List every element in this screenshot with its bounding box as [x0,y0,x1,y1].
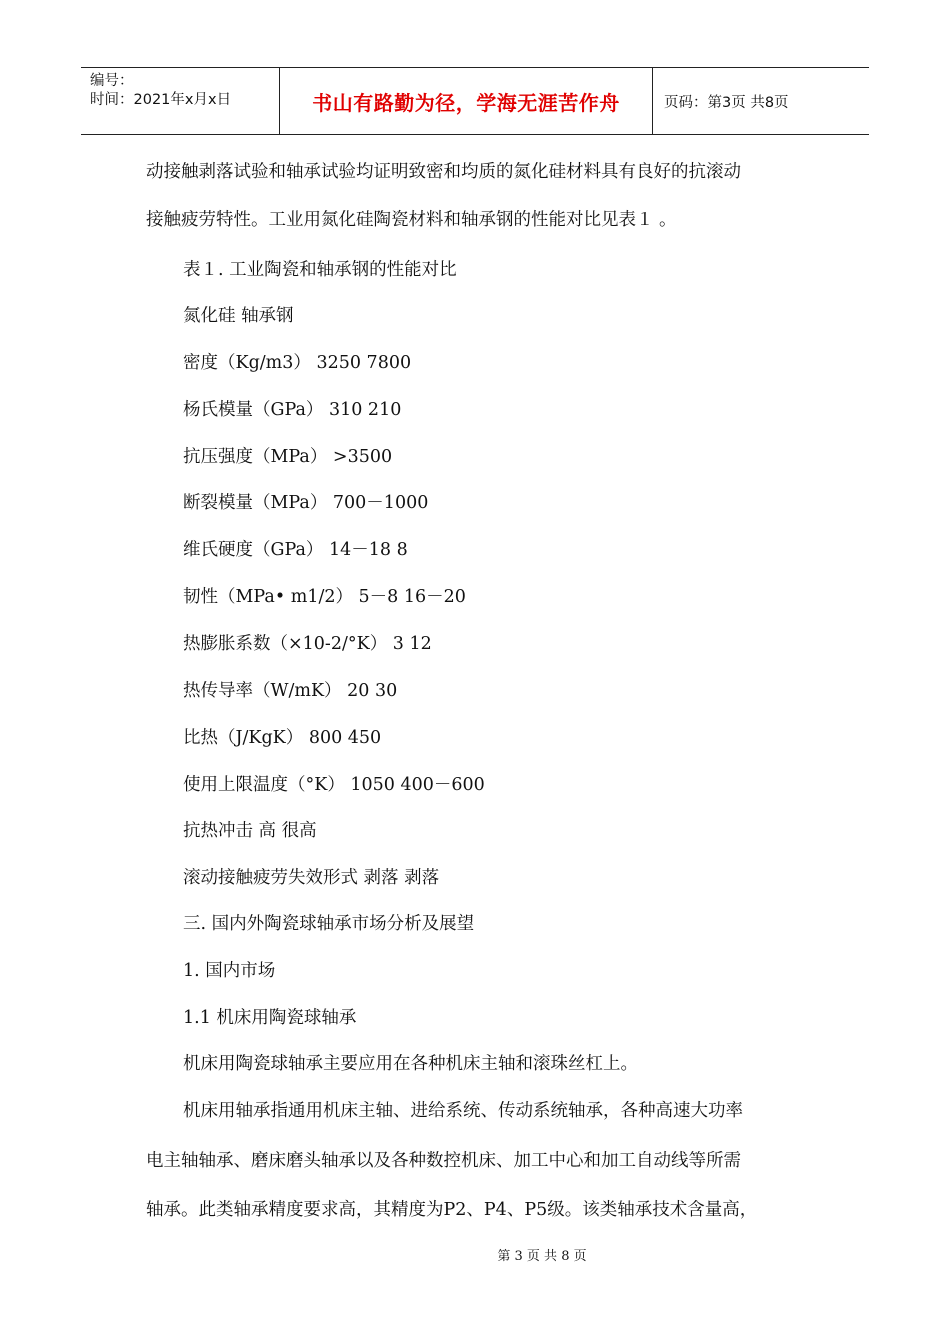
header-page-number: 页码：第3页 共8页 [664,94,789,111]
body-paragraph-line: 机床用轴承指通用机床主轴、进给系统、传动系统轴承，各种高速大功率 [183,1101,743,1121]
table-row: 维氏硬度（GPa） 14－18 8 [183,540,408,560]
body-paragraph-line: 动接触剥落试验和轴承试验均证明致密和均质的氮化硅材料具有良好的抗滚动 [146,162,741,182]
table-row: 抗压强度（MPa） >3500 [183,447,393,467]
doc-time-label: 时间：2021年x月x日 [90,92,232,108]
table-row: 使用上限温度（°K） 1050 400－600 [183,775,485,795]
subsection-heading: 1.1 机床用陶瓷球轴承 [183,1008,357,1028]
table-caption: 表１. 工业陶瓷和轴承钢的性能对比 [183,260,457,280]
table-row: 滚动接触疲劳失效形式 剥落 剥落 [183,868,440,888]
table-row: 杨氏模量（GPa） 310 210 [183,400,402,420]
table-row: 热膨胀系数（×10-2/°K） 3 12 [183,634,432,654]
table-row: 抗热冲击 高 很高 [183,821,317,841]
table-row: 韧性（MPa• m1/2） 5－8 16－20 [183,587,466,607]
body-paragraph-line: 接触疲劳特性。工业用氮化硅陶瓷材料和轴承钢的性能对比见表１ 。 [146,210,677,230]
table-header-row: 氮化硅 轴承钢 [183,306,294,326]
body-paragraph-line: 轴承。此类轴承精度要求高，其精度为P2、P4、P5级。该类轴承技术含量高， [146,1200,758,1220]
table-row: 密度（Kg/m3） 3250 7800 [183,353,412,373]
doc-number-label: 编号： [90,73,134,89]
subsection-heading: 1. 国内市场 [183,961,276,981]
page-footer: 第 3 页 共 8 页 [497,1249,587,1264]
header-motto: 书山有路勤为径，学海无涯苦作舟 [280,68,653,134]
body-paragraph-line: 机床用陶瓷球轴承主要应用在各种机床主轴和滚珠丝杠上。 [183,1054,638,1074]
body-paragraph-line: 电主轴轴承、磨床磨头轴承以及各种数控机床、加工中心和加工自动线等所需 [146,1151,741,1171]
table-row: 比热（J/KgK） 800 450 [183,728,382,748]
table-row: 断裂模量（MPa） 700－1000 [183,493,429,513]
table-row: 热传导率（W/mK） 20 30 [183,681,398,701]
section-heading: 三. 国内外陶瓷球轴承市场分析及展望 [183,914,475,934]
header-meta [81,68,280,134]
page-header [81,67,869,135]
